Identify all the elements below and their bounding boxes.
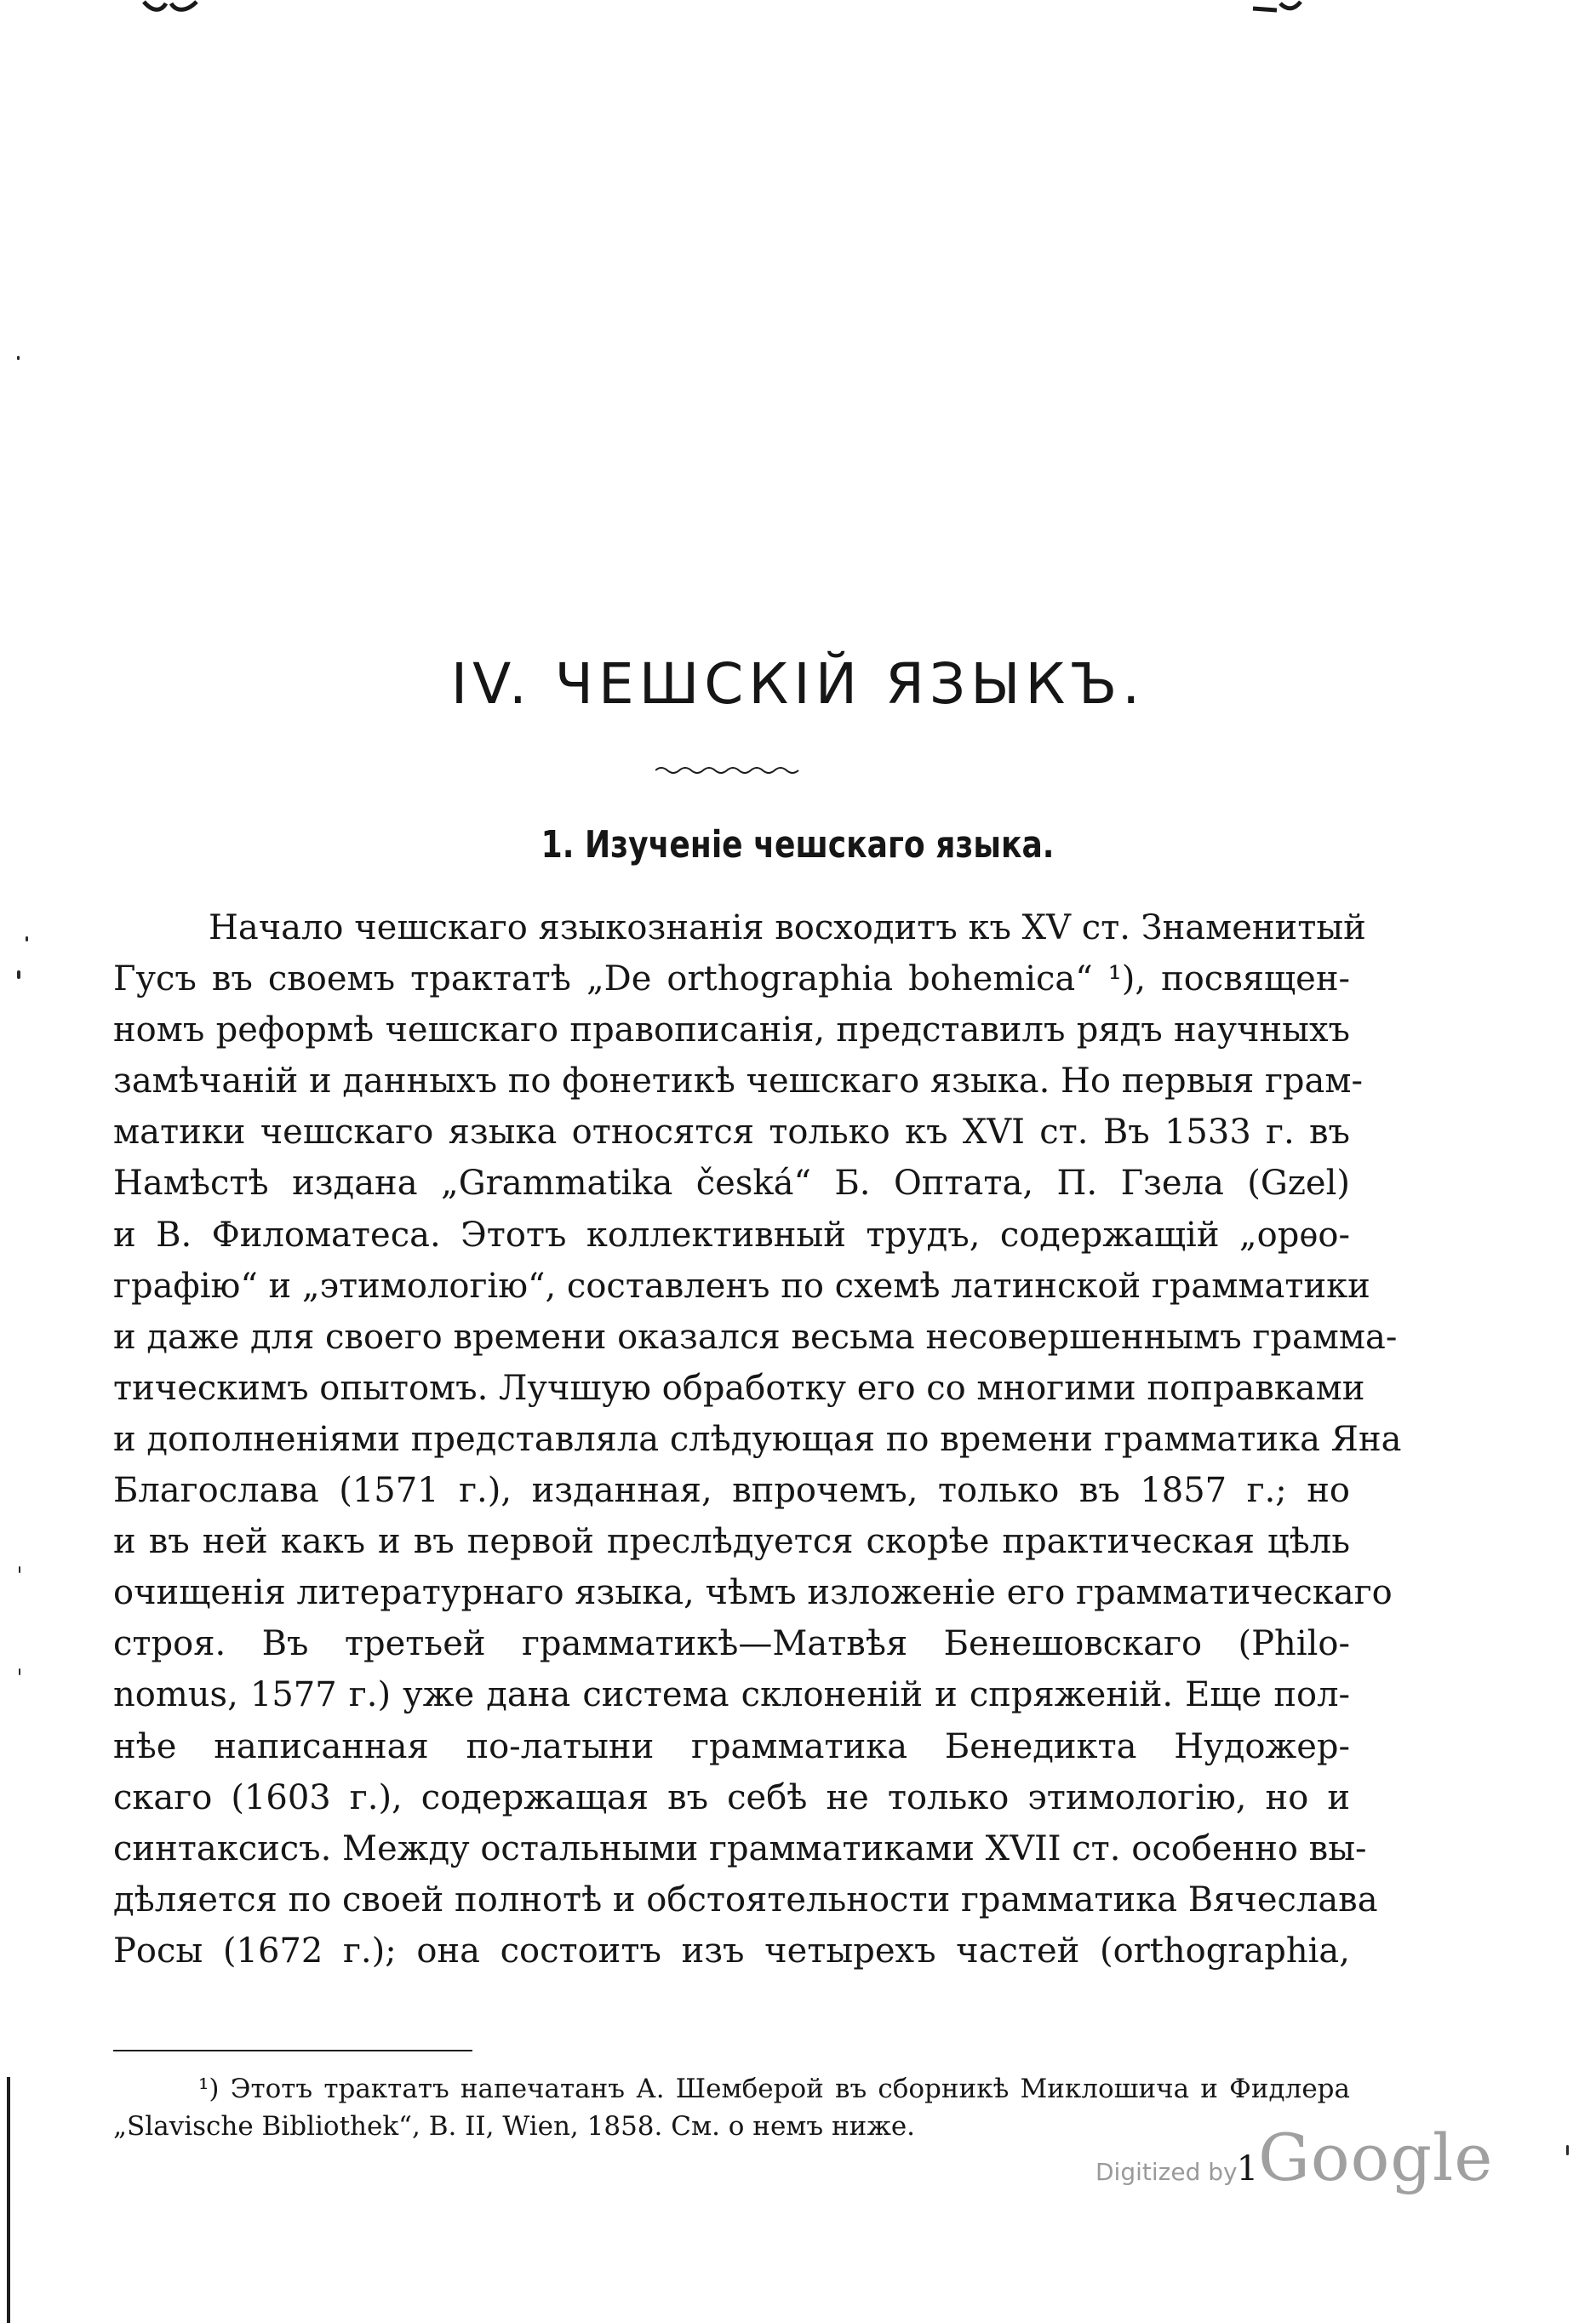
body-line: и В. Филоматеса. Этотъ коллективный трудъ, содержащій „орѳо- bbox=[113, 1215, 1350, 1255]
body-line: Гусъ въ своемъ трактатѣ „De orthographia bohemica“ ¹), посвящен- bbox=[113, 959, 1350, 999]
google-logo: Google bbox=[1258, 2120, 1494, 2195]
body-line: скаго (1603 г.), содержащая въ себѣ не только этимологію, но и bbox=[113, 1777, 1350, 1817]
chapter-title: IV. ЧЕШСКІЙ ЯЗЫКЪ. bbox=[450, 651, 1146, 717]
speck bbox=[17, 356, 20, 360]
speck bbox=[19, 1566, 20, 1573]
speck bbox=[26, 936, 28, 941]
body-line: Благослава (1571 г.), изданная, впрочемъ, только въ 1857 г.; но bbox=[113, 1471, 1350, 1511]
ornament-fragment-left-icon bbox=[140, 0, 200, 14]
body-line: синтаксисъ. Между остальными грамматиками XVII ст. особенно вы- bbox=[113, 1828, 1367, 1868]
body-line: очищенія литературнаго языка, чѣмъ изложеніе его грамматическаго bbox=[113, 1573, 1393, 1613]
body-line: матики чешскаго языка относятся только къ XVI ст. Въ 1533 г. въ bbox=[113, 1113, 1350, 1153]
footnote-rule bbox=[113, 2050, 472, 2051]
digitized-by-watermark bbox=[1095, 2120, 1493, 2195]
footnote-line: „Slavische Bibliothek“, В. II, Wien, 1858. См. о немъ ниже. bbox=[113, 2111, 916, 2142]
ornament-fragment-right-icon bbox=[1251, 0, 1302, 14]
body-line: Намѣстѣ издана „Grammatika česká“ Б. Оптата, П. Гзела (Gzel) bbox=[113, 1164, 1350, 1204]
body-line: замѣчаній и данныхъ по фонетикѣ чешскаго языка. Но первыя грам- bbox=[113, 1061, 1363, 1101]
speck bbox=[17, 970, 20, 979]
speck bbox=[1566, 2145, 1569, 2155]
section-title: 1. Изученіе чешскаго языка. bbox=[541, 823, 1055, 867]
wavy-rule-icon bbox=[655, 764, 800, 776]
body-text bbox=[113, 902, 1402, 1977]
page-signature: 1 bbox=[1236, 2149, 1259, 2189]
body-line: нѣе написанная по-латыни грамматика Бенедикта Нудожер- bbox=[113, 1726, 1350, 1766]
speck bbox=[19, 1668, 20, 1675]
watermark-prefix: Digitized by bbox=[1095, 2158, 1238, 2186]
body-line: номъ реформѣ чешскаго правописанія, представилъ рядъ научныхъ bbox=[113, 1010, 1350, 1050]
body-line: Росы (1672 г.); она состоитъ изъ четырехъ частей (orthographia, bbox=[113, 1931, 1350, 1971]
footnote-line: ¹) Этотъ трактатъ напечатанъ А. Шемберой въ сборникѣ Миклошича и Фидлера bbox=[198, 2074, 1350, 2104]
body-line: nomus, 1577 г.) уже дана система склоненій и спряженій. Еще пол- bbox=[113, 1675, 1350, 1715]
body-line: тическимъ опытомъ. Лучшую обработку его со многими поправками bbox=[113, 1368, 1365, 1408]
body-line: Начало чешскаго языкознанія восходитъ къ XV ст. Знаменитый bbox=[209, 908, 1366, 947]
body-line: графію“ и „этимологію“, составленъ по схемѣ латинской грамматики bbox=[113, 1266, 1370, 1306]
body-line: строя. Въ третьей грамматикѣ—Матвѣя Бенешовскаго (Philo- bbox=[113, 1624, 1350, 1664]
binding-edge bbox=[7, 2077, 10, 2323]
body-line: и дополненіями представляла слѣдующая по времени грамматика Яна bbox=[113, 1419, 1402, 1459]
body-line: и даже для своего времени оказался весьма несовершеннымъ грамма- bbox=[113, 1317, 1398, 1357]
body-line: дѣляется по своей полнотѣ и обстоятельности грамматика Вячеслава bbox=[113, 1880, 1378, 1920]
body-line: и въ ней какъ и въ первой преслѣдуется скорѣе практическая цѣль bbox=[113, 1522, 1350, 1562]
